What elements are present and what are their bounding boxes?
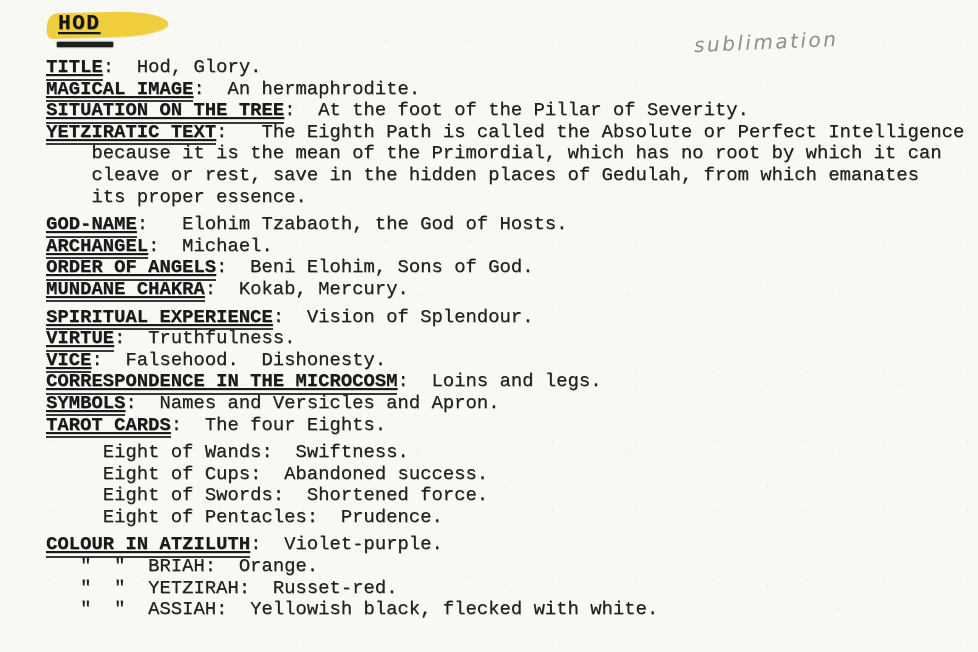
page-title: HOD: [58, 13, 101, 36]
text-line: [46, 257, 976, 279]
field-value: Eight of Pentacles: Prudence.: [102, 505, 443, 528]
text-line: [46, 507, 976, 529]
text-line: [46, 350, 976, 372]
field-label: YETZIRATIC TEXT: [46, 121, 216, 146]
field-label: SITUATION ON THE TREE: [46, 99, 284, 124]
field-label: GOD-NAME: [46, 213, 137, 238]
field-value: : The Eighth Path is called the Absolute or Perfect Intelligence: [216, 120, 965, 143]
text-line: [46, 279, 976, 301]
line-indent: " ": [46, 576, 149, 599]
field-value: : Loins and legs.: [397, 370, 602, 393]
field-value: cleave or rest, save in the hidden places of Gedulah, from which emanates: [91, 163, 919, 186]
line-indent: [46, 164, 91, 186]
field-label: TITLE: [46, 56, 103, 81]
field-value: its proper essence.: [91, 185, 307, 208]
field-label: SYMBOLS: [46, 392, 125, 417]
field-label: VIRTUE: [46, 327, 114, 352]
text-line: [46, 393, 976, 415]
text-line: [46, 79, 976, 101]
field-value: : The four Eights.: [170, 413, 387, 436]
line-indent: [46, 463, 103, 485]
field-value: because it is the mean of the Primordial, which has no root by which it can: [91, 142, 942, 165]
field-label: CORRESPONDENCE IN THE MICROCOSM: [46, 370, 397, 395]
field-value: : Elohim Tzabaoth, the God of Hosts.: [136, 213, 568, 236]
field-label: COLOUR IN ATZILUTH: [46, 533, 250, 558]
text-line: [46, 328, 976, 350]
text-line: [46, 556, 976, 578]
line-indent: [46, 484, 103, 506]
field-label: SPIRITUAL EXPERIENCE: [46, 306, 273, 331]
field-value: : Falsehood. Dishonesty.: [91, 348, 387, 371]
field-value: YETZIRAH: Russet-red.: [148, 576, 398, 599]
line-indent: [46, 506, 103, 528]
text-line: [46, 578, 976, 600]
field-label: MAGICAL IMAGE: [46, 78, 193, 103]
line-indent: " ": [46, 555, 149, 578]
field-value: : Vision of Splendour.: [272, 305, 534, 328]
field-value: : Names and Versicles and Apron.: [125, 391, 500, 414]
typewritten-text-block: [46, 57, 976, 621]
field-value: : Violet-purple.: [250, 533, 443, 556]
text-line: [46, 371, 976, 393]
field-value: Eight of Cups: Abandoned success.: [102, 462, 489, 485]
field-value: : Kokab, Mercury.: [204, 277, 409, 300]
text-line: [46, 57, 976, 79]
field-value: BRIAH: Orange.: [148, 555, 319, 578]
line-indent: " ": [46, 598, 149, 621]
text-line: [46, 442, 976, 464]
line-indent: [46, 186, 91, 208]
handwritten-annotation: sublimation: [693, 26, 839, 58]
field-value: : Truthfulness.: [114, 327, 296, 350]
field-label: MUNDANE CHAKRA: [46, 278, 205, 303]
field-label: ARCHANGEL: [46, 235, 148, 260]
text-line: [46, 214, 976, 236]
text-line: [46, 187, 976, 209]
field-value: Eight of Wands: Swiftness.: [102, 441, 409, 464]
text-line: [46, 599, 976, 621]
text-line: [46, 165, 976, 187]
text-line: [46, 236, 976, 258]
line-indent: [46, 441, 103, 463]
field-value: : Beni Elohim, Sons of God.: [216, 256, 534, 279]
text-line: [46, 464, 976, 486]
text-line: [46, 534, 976, 556]
text-line: [46, 485, 976, 507]
text-line: [46, 122, 976, 144]
line-indent: [46, 142, 91, 164]
page-heading: [46, 10, 266, 50]
title-double-underline: [57, 42, 113, 47]
field-value: Eight of Swords: Shortened force.: [102, 484, 489, 507]
field-label: VICE: [46, 349, 91, 374]
field-label: TAROT CARDS: [46, 414, 171, 439]
field-label: ORDER OF ANGELS: [46, 256, 216, 281]
field-value: : An hermaphrodite.: [193, 77, 421, 100]
text-line: [46, 100, 976, 122]
text-line: [46, 415, 976, 437]
field-value: : Hod, Glory.: [102, 56, 262, 78]
text-line: [46, 307, 976, 329]
text-line: [46, 143, 976, 165]
field-value: ASSIAH: Yellowish black, flecked with white.: [148, 598, 659, 621]
field-value: : At the foot of the Pillar of Severity.: [284, 99, 749, 122]
field-value: : Michael.: [148, 234, 273, 257]
